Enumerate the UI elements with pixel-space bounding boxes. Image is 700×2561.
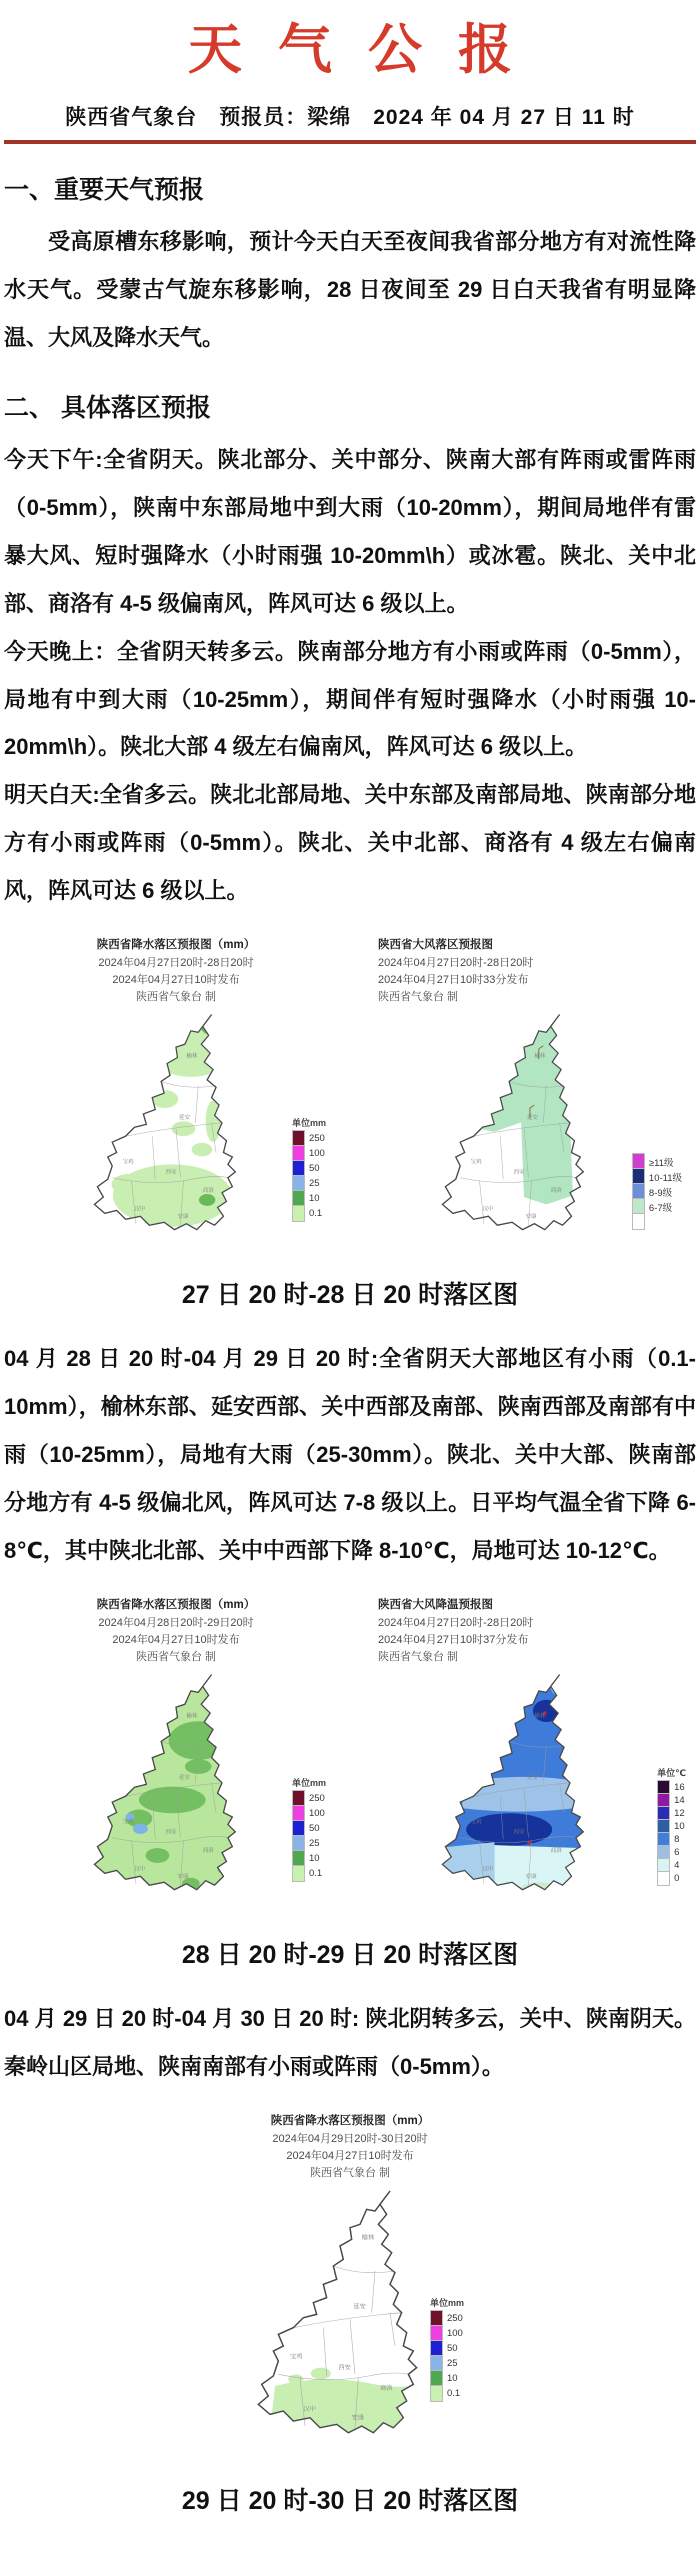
legend-value: 250 (446, 2312, 463, 2324)
map-title-block (352, 937, 696, 1006)
city-label: 汉中 (482, 1206, 494, 1213)
legend-swatch (430, 2385, 443, 2402)
map-valid-time-line: 2024年04月27日20时-28日20时 (98, 957, 254, 970)
legend-value: 250 (308, 1133, 325, 1145)
city-label: 西安 (338, 2364, 351, 2372)
map-caption-1: 27 日 20 时-28 日 20 时落区图 (181, 1281, 519, 1310)
forecast-28-29-paragraph: 04 月 28 日 20 时-04 月 29 日 20 时:全省阴天大部地区有小雨（0.1-10mm），榆林东部、延安西部、关中西部及南部、陕南西部及南部有中雨（10-25mm），局地有大雨（25-30mm）。陕北、关中大部、陕南部分地方有 4-5 级偏北风，阵风可达 7-8 级以上。日平均气温全省下降 6-8℃，其中陕北北部、关中中西部下降 8-10℃，局地可达 10-12℃。 (4, 1346, 697, 1564)
map-title-block (4, 1597, 348, 1666)
city-label: 延安 (178, 1775, 191, 1782)
city-label: 延安 (526, 1775, 539, 1782)
section1-heading: 一、重要天气预报 (4, 175, 205, 204)
shaanxi-precip-map-svg (87, 1010, 265, 1255)
precip-map-27-28 (4, 937, 348, 1255)
map-producer-line: 陕西省气象台 制 (309, 2166, 391, 2179)
map-issue-time-line: 2024年04月27日10时发布 (112, 1633, 240, 1646)
map-canvas (352, 1010, 696, 1255)
city-label: 宝鸡 (470, 1159, 482, 1166)
city-label: 西安 (513, 1169, 525, 1176)
shaanxi-precip-map-svg (250, 2186, 450, 2461)
map-caption-2: 28 日 20 时-29 日 20 时落区图 (181, 1940, 519, 1969)
map-valid-time-line: 2024年04月28日20时-29日20时 (98, 1616, 254, 1629)
legend-value: 4 (674, 1859, 680, 1871)
map-row-2 (4, 1597, 696, 1915)
city-label: 宝鸡 (122, 1159, 134, 1166)
map-producer-line: 陕西省气象台 制 (135, 1650, 217, 1663)
city-label: 安康 (525, 1214, 537, 1221)
city-label: 商洛 (380, 2384, 393, 2392)
precip-legend (292, 1116, 326, 1221)
city-marker-dot (527, 1841, 531, 1845)
precip-map-29-30 (176, 2113, 524, 2461)
precip-map-28-29 (4, 1597, 348, 1915)
city-label: 安康 (351, 2414, 365, 2422)
map-title-line: 陕西省大风落区预报图 (378, 939, 493, 952)
forecast-29-30-paragraph: 04 月 29 日 20 时-04 月 30 日 20 时: 陕北阴转多云，关中、陕南阴天。秦岭山区局地、陕南南部有小雨或阵雨（0-5mm）。 (4, 2005, 696, 2079)
legend-value: 10 (308, 1193, 320, 1205)
legend-value: 8 (674, 1833, 680, 1845)
legend-value: 0.1 (308, 1208, 323, 1220)
legend-value: 250 (308, 1792, 325, 1804)
city-label: 榆林 (361, 2234, 375, 2242)
tonight-paragraph: 今天晚上：全省阴天转多云。陕南部分地方有小雨或阵雨（0-5mm），局地有中到大雨（10-25mm），期间伴有短时强降水（小时雨强 10-20mm\h）。陕北大部 4 级左右偏南风，阵风可达 6 级以上。 (4, 638, 696, 760)
map-canvas (352, 1670, 696, 1915)
precip-legend (430, 2296, 464, 2401)
city-label: 榆林 (534, 1713, 546, 1720)
map-canvas (4, 1670, 348, 1915)
legend-swatch (292, 1205, 305, 1222)
city-label: 榆林 (534, 1053, 546, 1060)
page-title: 天气公报 (188, 20, 548, 80)
legend-value: ≥11级 (648, 1157, 674, 1169)
map-valid-time-line: 2024年04月27日20时-28日20时 (378, 957, 534, 970)
legend-swatch (657, 1871, 670, 1886)
section2-heading: 二、 具体落区预报 (4, 393, 211, 422)
important-weather-paragraph: 受高原槽东移影响，预计今天白天至夜间我省部分地方有对流性降水天气。受蒙古气旋东移影响，28 日夜间至 29 日白天我省有明显降温、大风及降水天气。 (4, 228, 696, 350)
legend-value: 100 (308, 1807, 325, 1819)
city-label: 汉中 (134, 1866, 146, 1873)
map-issue-time-line: 2024年04月27日10时发布 (286, 2149, 414, 2162)
legend-value: 25 (308, 1178, 320, 1190)
city-label: 安康 (177, 1873, 189, 1880)
map-issue-time-line: 2024年04月27日10时33分发布 (378, 974, 529, 987)
city-label: 延安 (353, 2303, 366, 2311)
today-afternoon-paragraph: 今天下午:全省阴天。陕北部分、关中部分、陕南大部有阵雨或雷阵雨（0-5mm），陕南中东部局地中到大雨（10-20mm），期间局地伴有雷暴大风、短时强降水（小时雨强 10-20mm\h）或冰雹。陕北、关中北部、商洛有 4-5 级偏南风，阵风可达 6 级以上。 (4, 446, 696, 616)
precip-legend (292, 1776, 326, 1881)
map-title-line: 陕西省大风降温预报图 (378, 1599, 493, 1611)
map-title-block (176, 2113, 524, 2182)
shaanxi-gale-map-svg (435, 1010, 613, 1255)
city-label: 商洛 (550, 1188, 562, 1195)
city-label: 商洛 (202, 1188, 214, 1195)
legend-value: 25 (308, 1837, 320, 1849)
legend-value: 14 (674, 1794, 685, 1806)
map-valid-time-line: 2024年04月29日20时-30日20时 (272, 2132, 428, 2145)
city-label: 西安 (165, 1169, 177, 1176)
city-label: 安康 (177, 1214, 189, 1221)
temp-legend (657, 1766, 686, 1885)
gale-cooling-map (352, 1597, 696, 1915)
map-title-line: 陕西省降水落区预报图（mm） (270, 2114, 430, 2127)
city-label: 商洛 (202, 1847, 214, 1854)
legend-value: 10 (446, 2372, 458, 2384)
legend-unit-label: 单位mm (291, 1777, 326, 1788)
city-label: 西安 (165, 1829, 177, 1836)
map-producer-line: 陕西省气象台 制 (378, 991, 459, 1004)
city-label: 宝鸡 (470, 1819, 482, 1826)
city-label: 延安 (178, 1115, 191, 1122)
legend-value: 8-9级 (648, 1187, 673, 1199)
map-canvas (4, 1010, 348, 1255)
issuer-forecaster-datetime-line: 陕西省气象台 预报员：梁绵 2024 年 04 月 27 日 11 时 (65, 105, 635, 129)
legend-value: 100 (446, 2327, 463, 2339)
map-title-line: 陕西省降水落区预报图（mm） (96, 939, 256, 952)
legend-value: 16 (674, 1781, 685, 1793)
city-label: 宝鸡 (122, 1819, 134, 1826)
gale-map-27-28 (352, 937, 696, 1255)
map-issue-time-line: 2024年04月27日10时发布 (112, 974, 240, 987)
legend-value: 50 (308, 1822, 320, 1834)
map-title-block (4, 937, 348, 1006)
shaanxi-precip-map-svg (87, 1670, 265, 1915)
legend-unit-label: 单位mm (429, 2297, 464, 2308)
legend-value: 50 (446, 2342, 458, 2354)
map-title-block (352, 1597, 696, 1666)
tomorrow-day-paragraph: 明天白天:全省多云。陕北北部局地、关中东部及南部局地、陕南部分地方有小雨或阵雨（0-5mm）。陕北、关中北部、商洛有 4 级左右偏南风，阵风可达 6 级以上。 (4, 782, 696, 904)
map-producer-line: 陕西省气象台 制 (378, 1650, 459, 1663)
legend-swatch (632, 1213, 645, 1230)
city-label: 宝鸡 (290, 2353, 303, 2361)
map-producer-line: 陕西省气象台 制 (135, 991, 217, 1004)
subtitle-block (4, 101, 696, 144)
legend-unit-label: 单位mm (291, 1118, 326, 1129)
legend-value: 10 (674, 1820, 685, 1832)
legend-value: 50 (308, 1163, 320, 1175)
map-issue-time-line: 2024年04月27日10时37分发布 (378, 1633, 529, 1646)
city-label: 汉中 (303, 2405, 316, 2413)
legend-value: 0 (674, 1872, 680, 1884)
city-label: 延安 (526, 1115, 539, 1122)
legend-value: 12 (674, 1807, 685, 1819)
city-label: 商洛 (550, 1847, 562, 1854)
shaanxi-cooling-map-svg (435, 1670, 613, 1915)
city-label: 汉中 (134, 1206, 146, 1213)
legend-unit-label: 单位℃ (657, 1767, 686, 1778)
legend-value: 6-7级 (648, 1202, 673, 1214)
city-label: 榆林 (186, 1053, 198, 1060)
map-valid-time-line: 2024年04月27日20时-28日20时 (378, 1616, 534, 1629)
map-canvas (176, 2186, 524, 2461)
legend-value: 0.1 (446, 2387, 461, 2399)
map-row-3 (4, 2113, 696, 2461)
legend-swatch (292, 1865, 305, 1882)
legend-value: 0.1 (308, 1867, 323, 1879)
map-title-line: 陕西省降水落区预报图（mm） (96, 1599, 256, 1611)
legend-value: 6 (674, 1846, 680, 1858)
wind-legend (632, 1154, 682, 1229)
city-label: 榆林 (186, 1713, 198, 1720)
legend-value: 100 (308, 1148, 325, 1160)
legend-value: 10-11级 (648, 1172, 682, 1184)
city-label: 汉中 (482, 1866, 494, 1873)
map-caption-3: 29 日 20 时-30 日 20 时落区图 (181, 2486, 519, 2515)
city-label: 西安 (513, 1829, 525, 1836)
legend-value: 10 (308, 1852, 320, 1864)
legend-value: 25 (446, 2357, 458, 2369)
city-label: 安康 (525, 1873, 537, 1880)
map-row-1 (4, 937, 696, 1255)
